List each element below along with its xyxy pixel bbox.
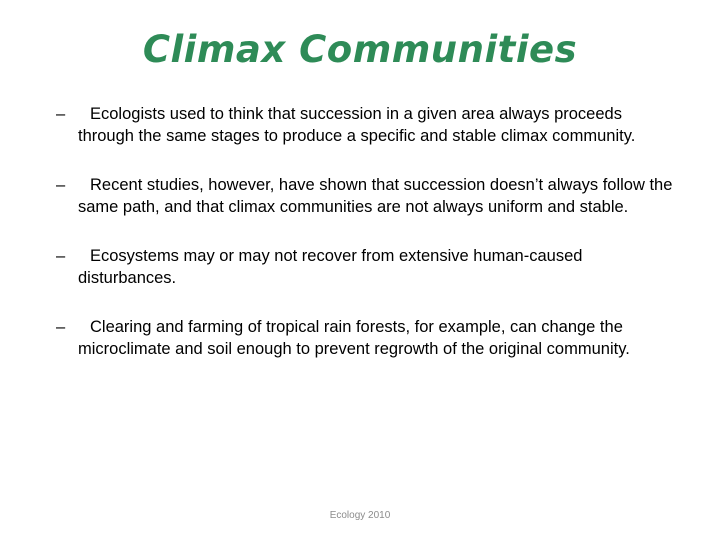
bullet-text: Ecologists used to think that succession in a given area always proceeds through the same stages to produce a specific and stable climax community.: [78, 105, 636, 145]
bullet-text: Ecosystems may or may not recover from extensive human-caused disturbances.: [78, 247, 583, 287]
bullet-list: [56, 104, 676, 388]
slide-title: Climax Communities: [142, 28, 578, 71]
bullet-text: Clearing and farming of tropical rain forests, for example, can change the microclimate and soil enough to prevent regrowth of the original community.: [78, 318, 630, 358]
dash-bullet-icon: –: [56, 318, 66, 336]
bullet-item: [56, 246, 676, 289]
dash-bullet-icon: –: [56, 176, 66, 194]
bullet-item: [56, 317, 676, 360]
bullet-item: [56, 104, 676, 147]
slide-footer: Ecology 2010: [329, 510, 391, 521]
bullet-text: Recent studies, however, have shown that succession doesn’t always follow the same path, and that climax communities are not always uniform and stable.: [78, 176, 673, 216]
dash-bullet-icon: –: [56, 105, 66, 123]
dash-bullet-icon: –: [56, 247, 66, 265]
bullet-item: [56, 175, 676, 218]
